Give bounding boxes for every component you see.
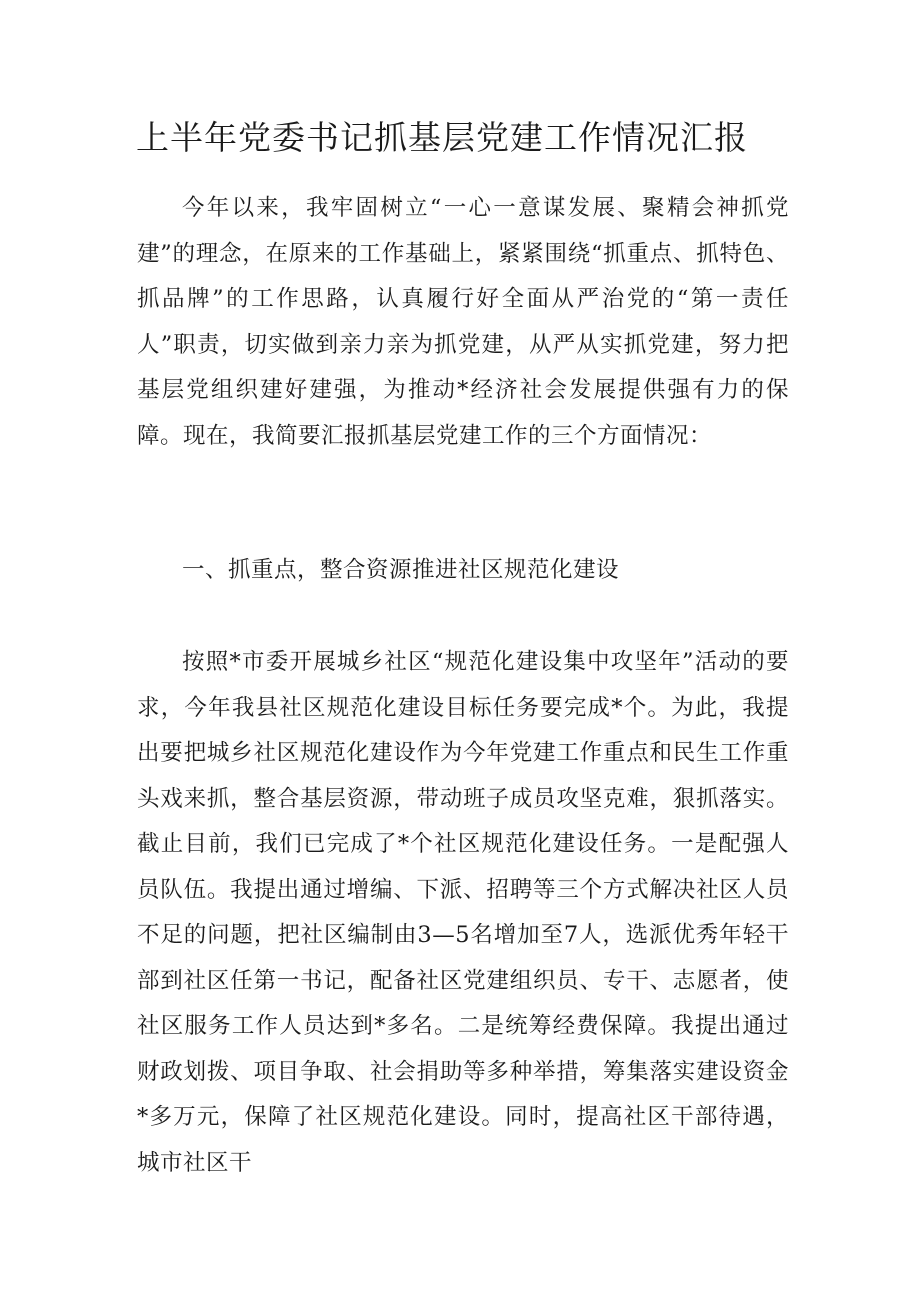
intro-text: 今年以来，我牢固树立“一心一意谋发展、聚精会神抓党建”的理念，在原来的工作基础上，紧紧围绕“抓重点、抓特色、抓品牌”的工作思路，认真履行好全面从严治党的“第一责任人”职责，切实做到亲力亲为抓党建，从严从实抓党建，努力把基层党组织建好建强，为推动*经济社会发展提供强有力的保障。现在，我简要汇报抓基层党建工作的三个方面情况： xyxy=(137,195,789,449)
intro-paragraph xyxy=(137,186,789,459)
section-1-text: 按照*市委开展城乡社区“规范化建设集中攻坚年”活动的要求，今年我县社区规范化建设目标任务要完成*个。为此，我提出要把城乡社区规范化建设作为今年党建工作重点和民生工作重头戏来抓，整合基层资源，带动班子成员攻坚克难，狠抓落实。截止目前，我们已完成了*个社区规范化建设任务。一是配强人员队伍。我提出通过增编、下派、招聘等三个方式解决社区人员不足的问题，把社区编制由3—5名增加至7人，选派优秀年轻干部到社区任第一书记，配备社区党建组织员、专干、志愿者，使社区服务工作人员达到*多名。二是统筹经费保障。我提出通过财政划拨、项目争取、社会捐助等多种举措，筹集落实建设资金*多万元，保障了社区规范化建设。同时，提高社区干部待遇，城市社区干 xyxy=(137,649,789,1176)
section-heading-1: 一、抓重点，整合资源推进社区规范化建设 xyxy=(182,557,620,583)
document-title: 上半年党委书记抓基层党建工作情况汇报 xyxy=(136,118,748,157)
section-1-paragraph xyxy=(137,640,789,1186)
